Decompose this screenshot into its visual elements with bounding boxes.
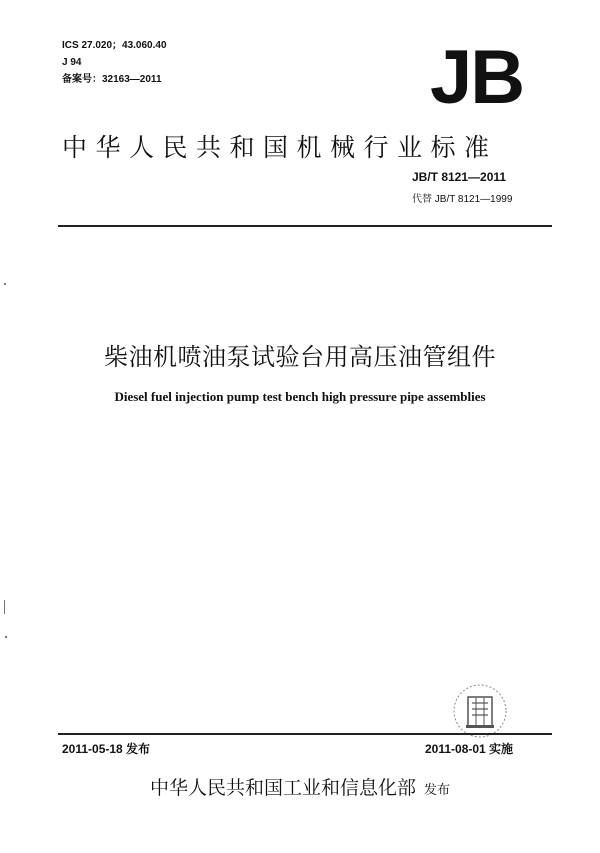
classification-code: J 94 <box>62 57 82 68</box>
bottom-divider <box>58 733 552 735</box>
publisher-line <box>0 773 600 800</box>
issue-date: 2011-05-18 发布 <box>62 742 151 756</box>
filing-number: 备案号：32163—2011 <box>62 74 162 85</box>
publisher-name: 中华人民共和国工业和信息化部 <box>149 777 416 799</box>
jb-logo: JB <box>430 35 524 120</box>
publish-label: 发布 <box>424 783 451 798</box>
publisher-seal-icon <box>452 683 508 739</box>
scan-speck <box>4 600 5 614</box>
standard-number: JB/T 8121—2011 <box>412 170 507 184</box>
document-title-chinese: 柴油机喷油泵试验台用高压油管组件 <box>104 343 496 371</box>
ics-code: ICS 27.020；43.060.40 <box>62 40 167 51</box>
scan-speck <box>5 636 7 638</box>
implementation-date: 2011-08-01 实施 <box>425 742 514 756</box>
scan-speck <box>4 283 6 285</box>
replaced-standard: 代替 JB/T 8121—1999 <box>412 194 513 205</box>
document-title-english: Diesel fuel injection pump test bench high pressure pipe assemblies <box>114 389 486 404</box>
industry-standard-title: 中华人民共和国机械行业标准 <box>62 133 498 162</box>
top-divider <box>58 225 552 227</box>
